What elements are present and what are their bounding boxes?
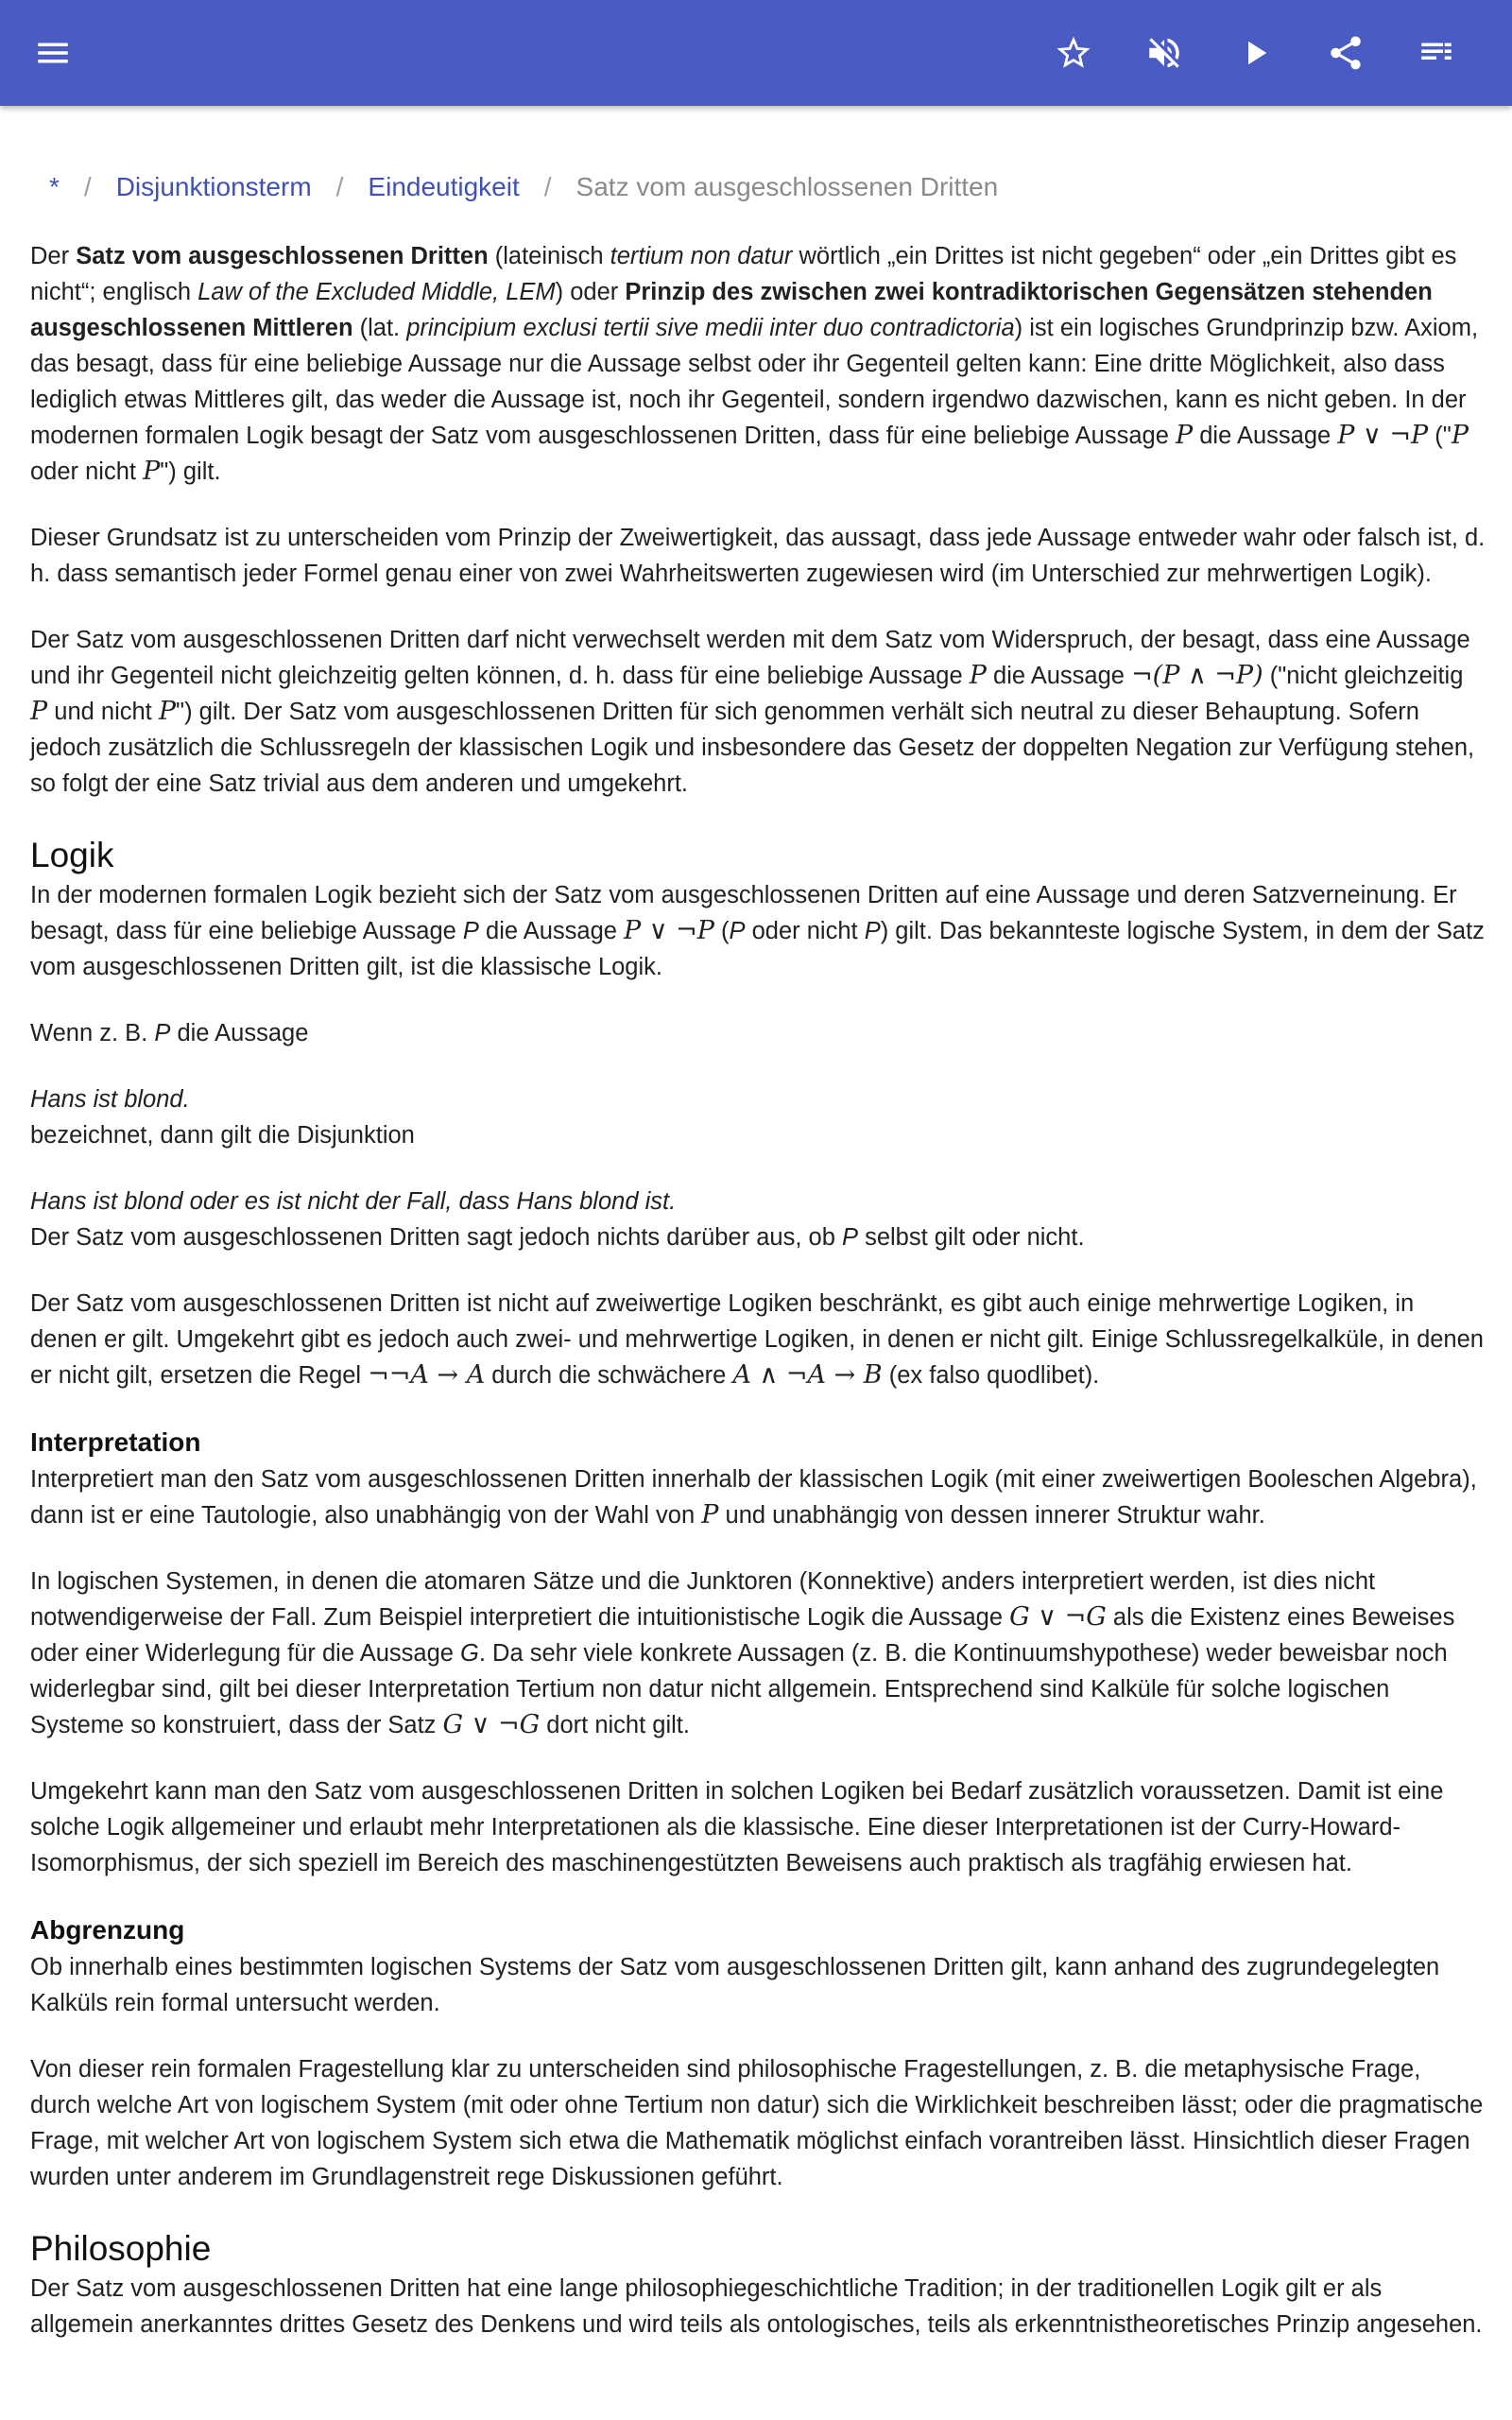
volume-off-icon[interactable] <box>1138 26 1191 79</box>
playlist-icon[interactable] <box>1410 26 1463 79</box>
star-outline-icon[interactable] <box>1047 26 1100 79</box>
math-formula: P <box>158 697 177 726</box>
intro-paragraph-2: Dieser Grundsatz ist zu unterscheiden vom Prinzip der Zweiwertigkeit, das aussagt, dass jede Aussage entweder wahr oder falsch ist, d. h. dass semantisch jeder Formel genau einer von zwei Wahrheitswerten zugewiesen wird (im Unterschied zur mehrwertigen Logik). <box>30 525 1486 587</box>
heading-logik: Logik <box>30 836 114 874</box>
app-bar <box>0 0 1512 106</box>
math-formula: P <box>701 1500 719 1530</box>
intro-paragraph-1: Der Satz vom ausgeschlossenen Dritten (lateinisch tertium non datur wörtlich „ein Drittes ist nicht gegeben“ oder „ein Drittes gibt es nicht“; englisch Law of the Excluded Middle, LEM) oder Prinzip des zwischen zwei kontradiktorischen Gegensätzen stehenden ausgeschlossenen Mittleren (lat. principium exclusi tertii sive medii inter duo contradictoria) ist ein logisches Grundprinzip bzw. Axiom, das besagt, dass für eine beliebige Aussage nur die Aussage selbst oder ihr Gegenteil gelten kann: Eine dritte Möglichkeit, also dass lediglich etwas Mittleres gilt, das weder die Aussage ist, noch ihr Gegenteil, sondern irgendwo dazwischen, kann es nicht geben. In der modernen formalen Logik besagt der Satz vom ausgeschlossenen Dritten, dass für eine beliebige Aussage P die Aussage P ∨ ¬P ("P oder nicht P") gilt. <box>30 243 1479 486</box>
abgrenzung-paragraph-1: Ob innerhalb eines bestimmten logischen Systems der Satz vom ausgeschlossenen Dritten gilt, kann anhand des zugrundegelegten Kalküls rein formal untersucht werden. <box>30 1954 1440 2016</box>
breadcrumb-separator: / <box>83 172 92 201</box>
heading-philosophie: Philosophie <box>30 2229 212 2268</box>
math-formula: ¬(P ∧ ¬P) <box>1131 661 1263 690</box>
breadcrumb-home[interactable]: * <box>49 172 60 201</box>
abgrenzung-paragraph-2: Von dieser rein formalen Fragestellung klar zu unterscheiden sind philosophische Fragestellungen, z. B. die metaphysische Frage, durch welche Art von logischem System (mit oder ohne Tertium non datur) sich die Wirklichkeit beschreiben lässt; oder die pragmatische Frage, mit welcher Art von logischem System sich etwa die Mathematik möglichst einfach vorantreiben lässt. Hinsichtlich dieser Fragen wurden unter anderem im Grundlagenstreit rege Diskussionen geführt. <box>30 2056 1484 2190</box>
math-formula: G ∨ ¬G <box>1009 1602 1107 1632</box>
logik-paragraph-1: In der modernen formalen Logik bezieht sich der Satz vom ausgeschlossenen Dritten auf eine Aussage und deren Satzverneinung. Er besagt, dass für eine beliebige Aussage P die Aussage P ∨ ¬P (P oder nicht P) gilt. Das bekannteste logische System, in dem der Satz vom ausgeschlossenen Dritten gilt, ist die klassische Logik. <box>30 882 1485 980</box>
math-formula: P ∨ ¬P <box>1337 421 1429 450</box>
play-icon[interactable] <box>1228 26 1281 79</box>
breadcrumb <box>49 168 998 206</box>
interpretation-paragraph-3: Umgekehrt kann man den Satz vom ausgeschlossenen Dritten in solchen Logiken bei Bedarf zusätzlich voraussetzen. Damit ist eine solche Logik allgemeiner und erlaubt mehr Interpretationen als die klassische. Eine dieser Interpretationen ist der Curry-Howard-Isomorphismus, der sich speziell im Bereich des maschinengestützten Beweisens auch praktisch als tragfähig erwiesen hat. <box>30 1778 1444 1876</box>
philosophie-paragraph-1: Der Satz vom ausgeschlossenen Dritten hat eine lange philosophiegeschichtliche Tradition; in der traditionellen Logik gilt er als allgemein anerkanntes drittes Gesetz des Denkens und wird teils als ontologisches, teils als erkenntnistheoretisches Prinzip angesehen. <box>30 2275 1483 2338</box>
breadcrumb-current: Satz vom ausgeschlossenen Dritten <box>576 172 999 201</box>
breadcrumb-disjunktionsterm[interactable]: Disjunktionsterm <box>115 172 312 201</box>
math-formula: P <box>1451 421 1469 450</box>
logik-example-1: Hans ist blond. bezeichnet, dann gilt die Disjunktion <box>30 1086 415 1149</box>
logik-example-2: Hans ist blond oder es ist nicht der Fall, dass Hans blond ist. Der Satz vom ausgeschlossenen Dritten sagt jedoch nichts darüber aus, ob P selbst gilt oder nicht. <box>30 1188 1085 1251</box>
math-formula: ¬¬A → A <box>368 1360 486 1390</box>
math-formula: P <box>969 661 987 690</box>
math-formula: P <box>30 697 48 726</box>
breadcrumb-separator: / <box>335 172 344 201</box>
math-formula: P ∨ ¬P <box>624 916 714 945</box>
breadcrumb-eindeutigkeit[interactable]: Eindeutigkeit <box>368 172 520 201</box>
interpretation-paragraph-1: Interpretiert man den Satz vom ausgeschlossenen Dritten innerhalb der klassischen Logik (mit einer zweiwertigen Booleschen Algebra), dann ist er eine Tautologie, also unabhängig von der Wahl von P und unabhängig von dessen innerer Struktur wahr. <box>30 1466 1477 1530</box>
interpretation-paragraph-2: In logischen Systemen, in denen die atomaren Sätze und die Junktoren (Konnektive) anders interpretiert werden, ist dies nicht notwendigerweise der Fall. Zum Beispiel interpretiert die intuitionistische Logik die Aussage G ∨ ¬G als die Existenz eines Beweises oder einer Widerlegung für die Aussage G. Da sehr viele konkrete Aussagen (z. B. die Kontinuumshypothese) weder beweisbar noch widerlegbar sind, gilt bei dieser Interpretation Tertium non datur nicht allgemein. Entsprechend sind Kalküle für solche logischen Systeme so konstruiert, dass der Satz G ∨ ¬G dort nicht gilt. <box>30 1568 1455 1739</box>
share-icon[interactable] <box>1319 26 1372 79</box>
article-content <box>30 238 1486 2373</box>
intro-paragraph-3: Der Satz vom ausgeschlossenen Dritten darf nicht verwechselt werden mit dem Satz vom Widerspruch, der besagt, dass eine Aussage und ihr Gegenteil nicht gleichzeitig gelten können, d. h. dass für eine beliebige Aussage P die Aussage ¬(P ∧ ¬P) ("nicht gleichzeitig P und nicht P") gilt. Der Satz vom ausgeschlossenen Dritten für sich genommen verhält sich neutral zu dieser Behauptung. Sofern jedoch zusätzlich die Schlussregeln der klassischen Logik und insbesondere das Gesetz der doppelten Negation zur Verfügung stehen, so folgt der eine Satz trivial aus dem anderen und umgekehrt. <box>30 627 1475 797</box>
math-formula: P <box>143 457 161 486</box>
math-formula: A ∧ ¬A → B <box>732 1360 883 1390</box>
math-formula: G ∨ ¬G <box>442 1710 541 1739</box>
breadcrumb-separator: / <box>543 172 552 201</box>
math-formula: P <box>1175 421 1194 450</box>
menu-icon[interactable] <box>26 26 79 79</box>
logik-paragraph-5: Der Satz vom ausgeschlossenen Dritten ist nicht auf zweiwertige Logiken beschränkt, es gibt auch einige mehrwertige Logiken, in denen er gilt. Umgekehrt gibt es jedoch auch zwei- und mehrwertige Logiken, in denen er nicht gilt. Einige Schlussregelkalküle, in denen er nicht gilt, ersetzen die Regel ¬¬A → A durch die schwächere A ∧ ¬A → B (ex falso quodlibet). <box>30 1290 1484 1390</box>
logik-paragraph-2: Wenn z. B. P die Aussage <box>30 1020 309 1046</box>
heading-abgrenzung: Abgrenzung <box>30 1915 185 1945</box>
heading-interpretation: Interpretation <box>30 1427 201 1457</box>
